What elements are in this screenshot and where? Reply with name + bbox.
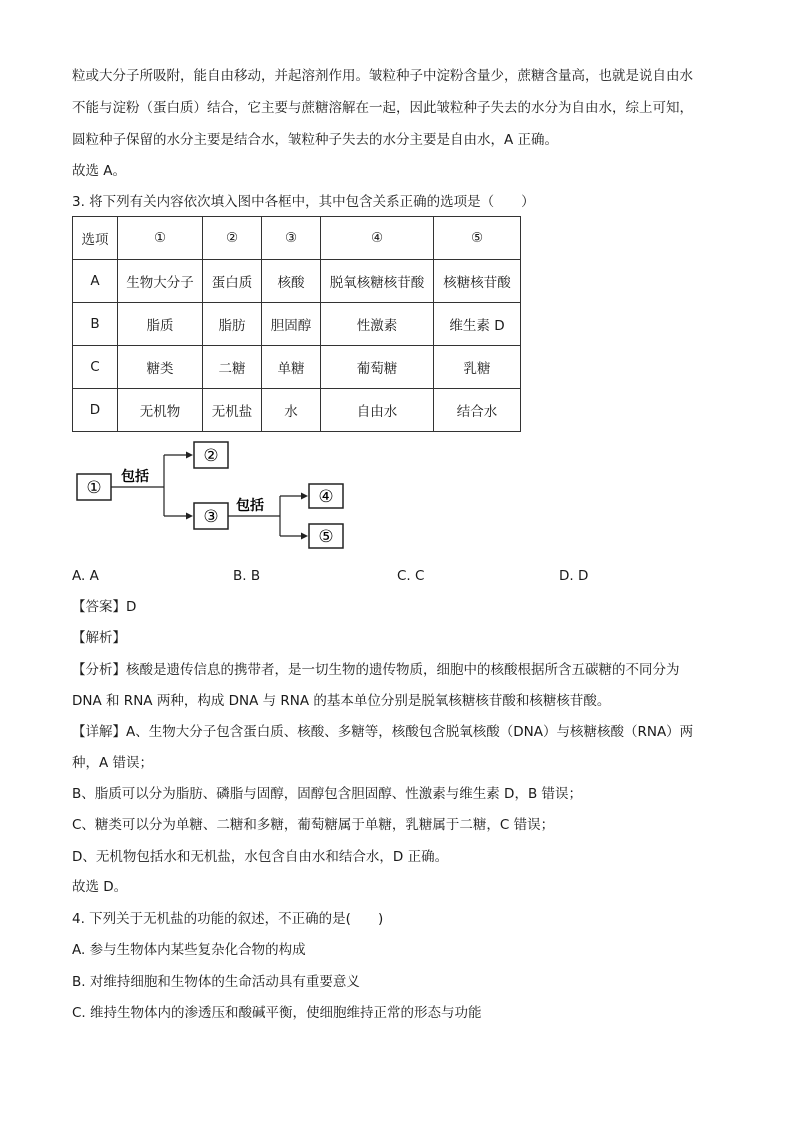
xiangjie-text-1: A、生物大分子包含蛋白质、核酸、多糖等，核酸包含脱氧核酸（DNA）与核糖核酸（RNA）两 xyxy=(126,724,694,740)
table-cell: 无机盐 xyxy=(203,389,262,432)
diagram-label-includes-1: 包括 xyxy=(121,469,149,485)
table-row xyxy=(73,260,521,303)
diagram-box-1-label: ① xyxy=(86,478,102,498)
table-header-cell: ⑤ xyxy=(434,217,521,260)
inclusion-diagram xyxy=(72,438,352,552)
xiangjie-line-5: D、无机物包括水和无机盐，水包含自由水和结合水，D 正确。 xyxy=(72,849,449,865)
analysis-heading: 【解析】 xyxy=(72,630,126,646)
table-cell: 性激素 xyxy=(321,303,434,346)
table-header-row xyxy=(73,217,521,260)
table-cell: 胆固醇 xyxy=(262,303,321,346)
table-cell: 糖类 xyxy=(118,346,203,389)
table-cell: 无机物 xyxy=(118,389,203,432)
fenxi-line-1 xyxy=(72,660,680,680)
table-cell: 蛋白质 xyxy=(203,260,262,303)
intro-line-2: 不能与淀粉（蛋白质）结合，它主要与蔗糖溶解在一起，因此皱粒种子失去的水分为自由水，综上可知， xyxy=(72,100,693,116)
arrowhead-icon xyxy=(301,533,308,540)
table-header-cell: ③ xyxy=(262,217,321,260)
table-header-cell: 选项 xyxy=(73,217,118,260)
xiangjie-line-6: 故选 D。 xyxy=(72,879,128,895)
xiangjie-tag: 【详解】 xyxy=(72,724,126,740)
table-header-cell: ④ xyxy=(321,217,434,260)
fenxi-text-1: 核酸是遗传信息的携带者，是一切生物的遗传物质，细胞中的核酸根据所含五碳糖的不同分为 xyxy=(126,662,680,678)
intro-line-3: 圆粒种子保留的水分主要是结合水，皱粒种子失去的水分主要是自由水，A 正确。 xyxy=(72,132,559,148)
q4-option-c: C. 维持生物体内的渗透压和酸碱平衡，使细胞维持正常的形态与功能 xyxy=(72,1005,482,1021)
table-cell: D xyxy=(73,389,118,432)
choice-a: A. A xyxy=(72,568,99,584)
question-3-stem: 3. 将下列有关内容依次填入图中各框中，其中包含关系正确的选项是（ ） xyxy=(72,194,535,210)
table-cell: 葡萄糖 xyxy=(321,346,434,389)
choice-c: C. C xyxy=(397,568,425,584)
arrowhead-icon xyxy=(301,493,308,500)
xiangjie-line-2: 种，A 错误； xyxy=(72,755,154,771)
answer-tag: 【答案】 xyxy=(72,599,126,615)
intro-line-1: 粒或大分子所吸附，能自由移动，并起溶剂作用。皱粒种子中淀粉含量少，蔗糖含量高，也就是说自由水 xyxy=(72,68,693,84)
table-cell: B xyxy=(73,303,118,346)
question-4-stem: 4. 下列关于无机盐的功能的叙述，不正确的是( ) xyxy=(72,911,384,927)
table-cell: A xyxy=(73,260,118,303)
table-header-cell: ① xyxy=(118,217,203,260)
table-cell: 核酸 xyxy=(262,260,321,303)
table-header-cell: ② xyxy=(203,217,262,260)
table-cell: 脱氧核糖核苷酸 xyxy=(321,260,434,303)
table-row xyxy=(73,303,521,346)
answer-value: D xyxy=(126,599,137,615)
table-cell: 生物大分子 xyxy=(118,260,203,303)
diagram-box-3-label: ③ xyxy=(203,507,219,527)
answer-line xyxy=(72,597,136,617)
diagram-box-5-label: ⑤ xyxy=(318,527,334,547)
arrowhead-icon xyxy=(186,513,193,520)
table-cell: 维生素 D xyxy=(434,303,521,346)
diagram-box-4-label: ④ xyxy=(318,487,334,507)
table-row xyxy=(73,346,521,389)
fenxi-line-2: DNA 和 RNA 两种，构成 DNA 与 RNA 的基本单位分别是脱氧核糖核苷酸和核糖核苷酸。 xyxy=(72,693,611,709)
fenxi-tag: 【分析】 xyxy=(72,662,126,678)
table-cell: C xyxy=(73,346,118,389)
xiangjie-line-3: B、脂质可以分为脂肪、磷脂与固醇，固醇包含胆固醇、性激素与维生素 D，B 错误； xyxy=(72,786,582,802)
table-cell: 二糖 xyxy=(203,346,262,389)
choice-d: D. D xyxy=(559,568,589,584)
table-cell: 脂肪 xyxy=(203,303,262,346)
xiangjie-line-1 xyxy=(72,722,693,742)
diagram-label-includes-2: 包括 xyxy=(236,498,264,514)
table-cell: 乳糖 xyxy=(434,346,521,389)
table-row xyxy=(73,389,521,432)
diagram-box-2-label: ② xyxy=(203,446,219,466)
table-cell: 单糖 xyxy=(262,346,321,389)
intro-line-4: 故选 A。 xyxy=(72,163,127,179)
xiangjie-line-4: C、糖类可以分为单糖、二糖和多糖，葡萄糖属于单糖，乳糖属于二糖，C 错误； xyxy=(72,817,555,833)
table-cell: 水 xyxy=(262,389,321,432)
q4-option-a: A. 参与生物体内某些复杂化合物的构成 xyxy=(72,942,306,958)
table-cell: 结合水 xyxy=(434,389,521,432)
table-cell: 核糖核苷酸 xyxy=(434,260,521,303)
arrowhead-icon xyxy=(186,452,193,459)
table-cell: 自由水 xyxy=(321,389,434,432)
options-table xyxy=(72,216,521,432)
choice-b: B. B xyxy=(233,568,261,584)
table-cell: 脂质 xyxy=(118,303,203,346)
q4-option-b: B. 对维持细胞和生物体的生命活动具有重要意义 xyxy=(72,974,360,990)
